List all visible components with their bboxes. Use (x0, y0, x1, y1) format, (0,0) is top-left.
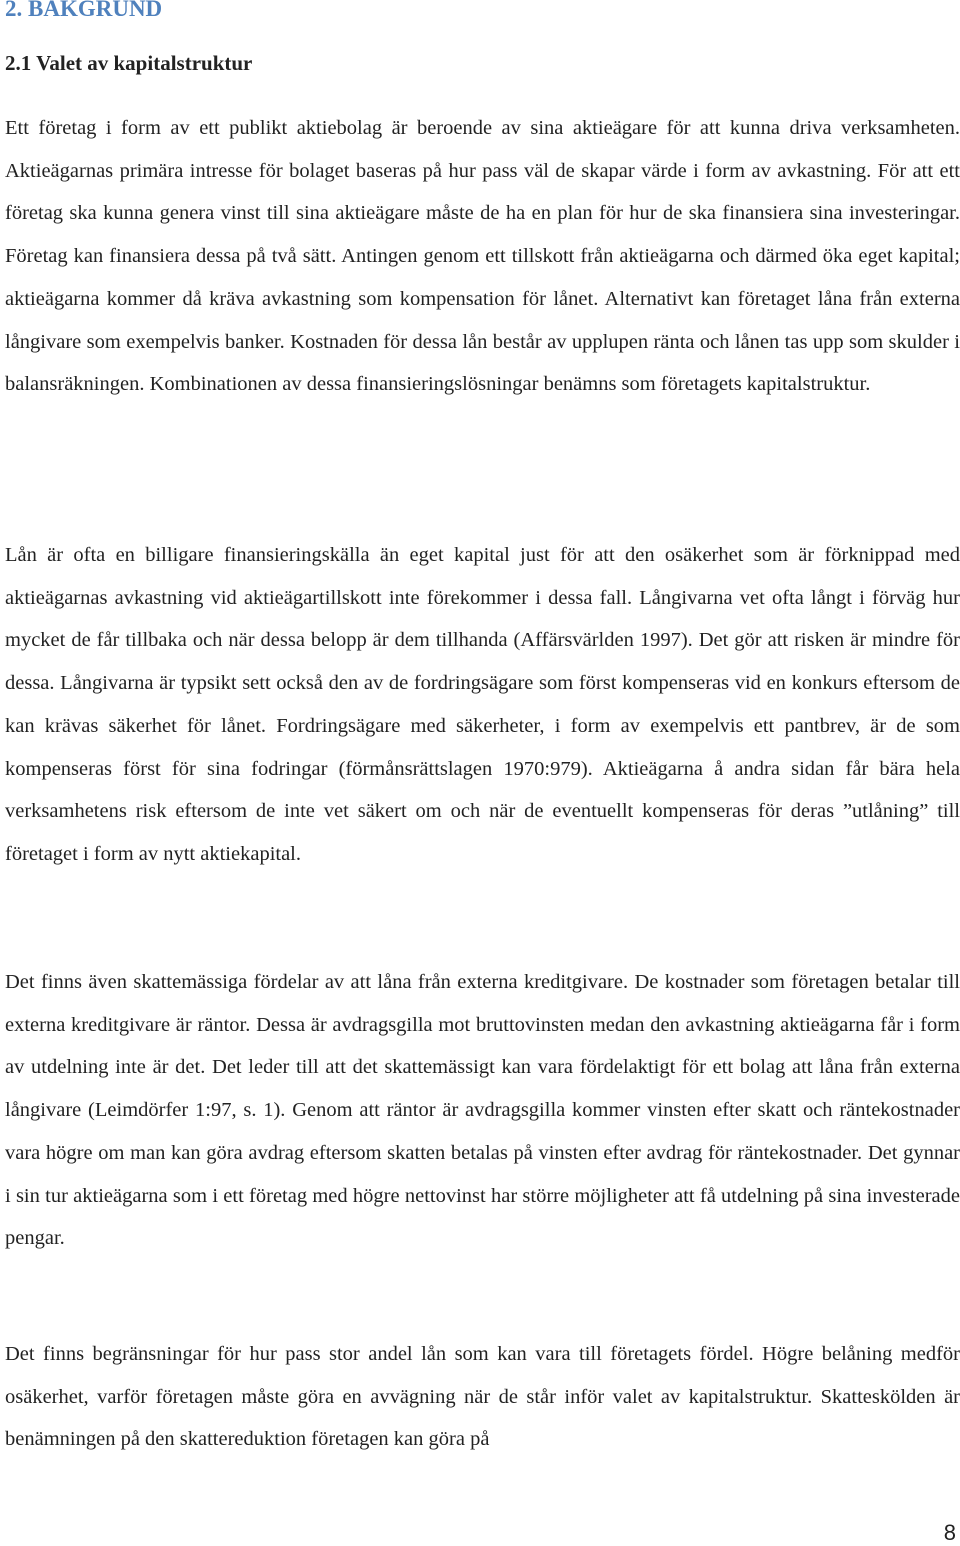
chapter-heading: 2. BAKGRUND (5, 0, 163, 21)
paragraph-leverage-limits: Det finns begränsningar för hur pass stor andel lån som kan vara till företagets fördel. Högre belåning medför osäkerhet, varför företagen måste göra en avvägning när de står inför valet av kapitalstruktur. Skatteskölden är benämningen på den skattereduktion företagen kan göra på (5, 1343, 960, 1451)
section-heading: 2.1 Valet av kapitalstruktur (5, 51, 253, 75)
paragraph-loans-vs-equity: Lån är ofta en billigare finansieringskälla än eget kapital just för att den osäkerhet som är förknippad med aktieägarnas avkastning vid aktieägartillskott inte förekommer i dessa fall. Långivarna vet ofta långt i förväg hur mycket de får tillbaka och när dessa belopp är dem tillhanda (Affärsvärlden 1997). Det gör att risken är mindre för dessa. Långivarna är typsikt sett också den av de fordringsägare som först kompenseras vid en konkurs eftersom de kan krävas säkerhet för lånet. Fordringsägare med säkerheter, i form av exempelvis ett pantbrev, är de som kompenseras först för sina fodringar (förmånsrättslagen 1970:979). Aktieägarna å andra sidan får bära hela verksamhetens risk eftersom de inte vet säkert om och när de eventuellt kompenseras för deras ”utlåning” till företaget i form av nytt aktiekapital. (5, 544, 960, 865)
page-number: 8 (943, 1520, 956, 1545)
paragraph-tax-advantages: Det finns även skattemässiga fördelar av att låna från externa kreditgivare. De kostnader som företagen betalar till externa kreditgivare är räntor. Dessa är avdragsgilla mot bruttovinsten medan den avkastning aktieägarna får i form av utdelning inte är det. Det leder till att det skattemässigt kan vara fördelaktigt för ett bolag att låna från externa långivare (Leimdörfer 1:97, s. 1). Genom att räntor är avdragsgilla kommer vinsten efter skatt och räntekostnader vara högre om man kan göra avdrag eftersom skatten betalas på vinsten efter avdrag för räntekostnader. Det gynnar i sin tur aktieägarna som i ett företag med högre nettovinst har större möjligheter att få utdelning på sina investerade pengar. (5, 971, 960, 1250)
paragraph-capital-structure-intro: Ett företag i form av ett publikt aktiebolag är beroende av sina aktieägare för att kunna driva verksamheten. Aktieägarnas primära intresse för bolaget baseras på hur pass väl de skapar värde i form av avkastning. För att ett företag ska kunna genera vinst till sina aktieägare måste de ha en plan för hur de ska finansiera sina investeringar. Företag kan finansiera dessa på två sätt. Antingen genom ett tillskott från aktieägarna och därmed öka eget kapital; aktieägarna kommer då kräva avkastning som kompensation för lånet. Alternativt kan företaget låna från externa långivare som exempelvis banker. Kostnaden för dessa lån består av upplupen ränta och lånen tas upp som skulder i balansräkningen. Kombinationen av dessa finansieringslösningar benämns som företagets kapitalstruktur. (5, 117, 960, 396)
